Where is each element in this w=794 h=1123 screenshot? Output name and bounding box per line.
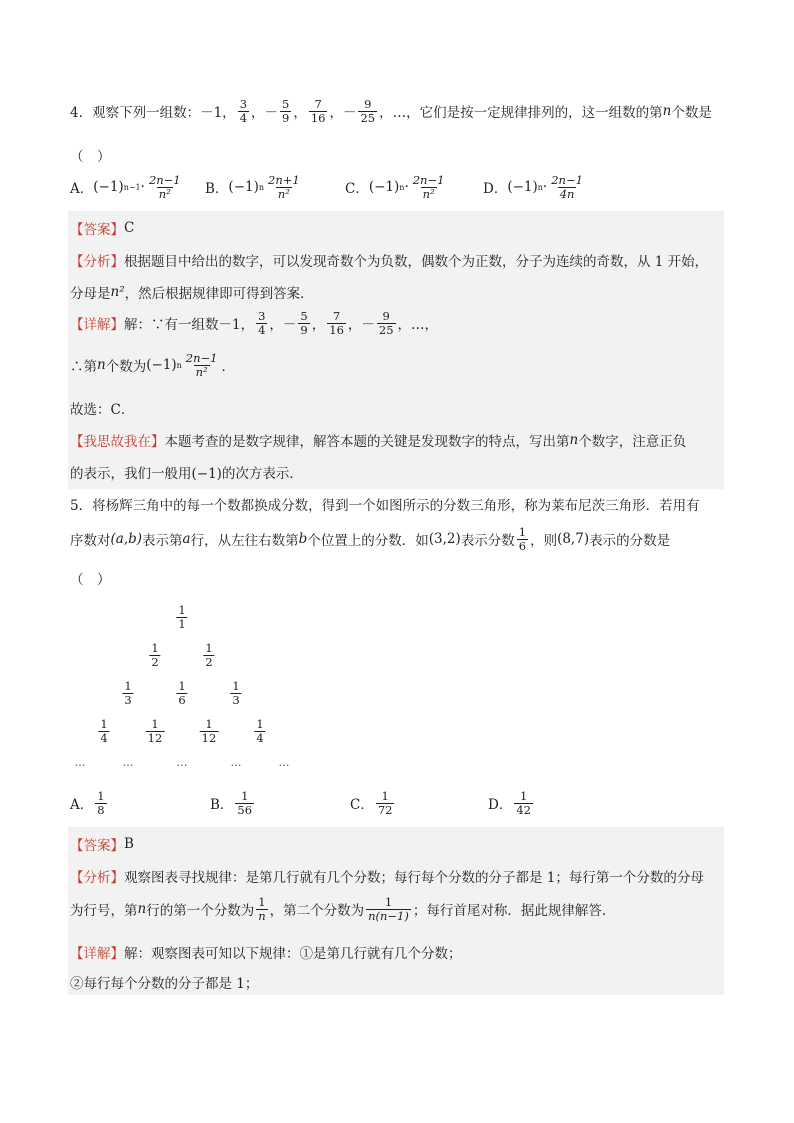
fraction: $\frac{3}{4}$	[239, 97, 248, 125]
q4-option-b[interactable]: B． (−1) n $\frac{2n+1}{\text{n²}}$	[205, 173, 300, 201]
answer-value: C	[124, 220, 135, 236]
q4-analysis-line2: 分母是 n² ，然后根据规律即可得到答案．	[70, 284, 314, 302]
q5-analysis-line2: 为行号，第 n 行的第一个分数为 $\frac{1}{n}$ ，第二个分数为 $\frac{1}{n(n-1)}$ ；每行首尾对称．据此规律解答．	[70, 895, 616, 923]
ellipsis: …	[278, 756, 290, 769]
answer-tag: 【答案】	[70, 222, 124, 238]
q4-stem	[70, 98, 712, 124]
q5-option-a[interactable]: A． $\frac{1}{8}$	[70, 789, 105, 817]
triangle-cell: 1 2	[151, 641, 159, 670]
triangle-cell: 1 1	[178, 603, 186, 632]
q4-detail: 【详解】 解：∵有一组数－1， $\frac{3}{4}$ ，－ $\frac{5}{9}$ ， $\frac{7}{16}$ ，－ $\frac{9}{25}$ ，…，	[70, 309, 439, 337]
triangle-cell: 1 4	[100, 717, 108, 746]
q4-stem-text: ，…，它们是按一定规律排列的，这一组数的第	[379, 105, 663, 122]
q5-paren: （ ）	[70, 572, 111, 588]
q5-stem-line2: 序数对 (a,b) 表示第 a 行，从左往右数第 b 个位置上的分数．如 (3,2) 表示分数 $\frac{1}{6}$ ，则 (8,7) 表示的分数是	[70, 525, 671, 553]
analysis-tag: 【分析】	[70, 870, 124, 886]
q5-analysis: 【分析】 观察图表寻找规律：是第几行就有几个分数；每行每个分数的分子都是 1；每行第一个分数的分母	[70, 866, 704, 886]
ellipsis: …	[230, 756, 242, 769]
ellipsis: …	[122, 756, 134, 769]
triangle-cell: 1 12	[147, 717, 163, 746]
ellipsis: …	[74, 756, 86, 769]
separator: ，－	[329, 105, 357, 122]
q5-option-b[interactable]: B． $\frac{1}{56}$	[210, 789, 253, 817]
q4-option-c[interactable]: C． (−1) n · $\frac{2n-1}{\text{n²}}$	[345, 173, 445, 201]
answer-value: B	[124, 836, 134, 852]
q5-answer	[70, 834, 134, 854]
q5-options	[70, 790, 535, 816]
analysis-tag: 【分析】	[70, 254, 124, 270]
ellipsis: …	[176, 756, 188, 769]
triangle-cell: 1 12	[201, 717, 217, 746]
fraction: $\frac{5}{9}$	[282, 97, 290, 125]
q4-answer	[70, 218, 134, 238]
q5-detail: 【详解】 解：观察图表可知以下规律：①是第几行就有几个分数；	[70, 942, 462, 962]
q4-options	[70, 174, 587, 200]
q4-option-a[interactable]: A． (−1) n−1 · $\frac{2n-1}{\text{n²}}$	[70, 173, 181, 201]
detail-tag: 【详解】	[70, 946, 124, 962]
q4-stem-text: 个数是	[671, 105, 712, 122]
triangle-cell: 1 6	[178, 679, 186, 708]
variable-n: n	[662, 103, 672, 120]
q4-summary: 【我思故我在】 本题考查的是数字规律，解答本题的关键是发现数字的特点，写出第 n 个数字，注意正负	[70, 432, 687, 450]
q4-paren: （ ）	[70, 149, 111, 165]
separator: ，	[293, 105, 307, 122]
q5-stem: 5．将杨辉三角中的每一个数都换成分数，得到一个如图所示的分数三角形，称为莱布尼茨三角形．若用有	[70, 498, 700, 514]
q5-option-d[interactable]: D． $\frac{1}{42}$	[488, 789, 531, 817]
q4-option-d[interactable]: D． (−1) n · $\frac{2n-1}{4n}$	[483, 173, 583, 201]
answer-tag: 【答案】	[70, 838, 124, 854]
detail-tag: 【详解】	[70, 317, 124, 334]
q4-stem-text: 4．观察下列一组数：－1，	[70, 105, 236, 122]
fraction: $\frac{7}{16}$	[310, 97, 326, 125]
q4-choose: 故选：C．	[70, 402, 135, 418]
q4-summary-line2: 的表示，我们一般用(−1)的次方表示．	[70, 466, 303, 482]
analysis-text: 根据题目中给出的数字，可以发现奇数个为负数，偶数个为正数，分子为连续的奇数，从 1 开始，	[124, 254, 709, 270]
separator: ，－	[251, 105, 279, 122]
triangle-cell: 1 3	[232, 679, 240, 708]
summary-tag: 【我思故我在】	[70, 434, 165, 450]
q4-analysis	[70, 250, 708, 270]
fraction: $\frac{9}{25}$	[360, 97, 376, 125]
q5-detail-line2: ②每行每个分数的分子都是 1；	[70, 976, 259, 992]
triangle-cell: 1 3	[124, 679, 132, 708]
q5-option-c[interactable]: C． $\frac{1}{72}$	[350, 789, 393, 817]
q4-detail-line2: ∴第 n 个数为 (−1) n $\frac{2n-1}{\text{n²}}$ ．	[70, 351, 235, 379]
triangle-cell: 1 4	[256, 717, 264, 746]
triangle-cell: 1 2	[205, 641, 213, 670]
